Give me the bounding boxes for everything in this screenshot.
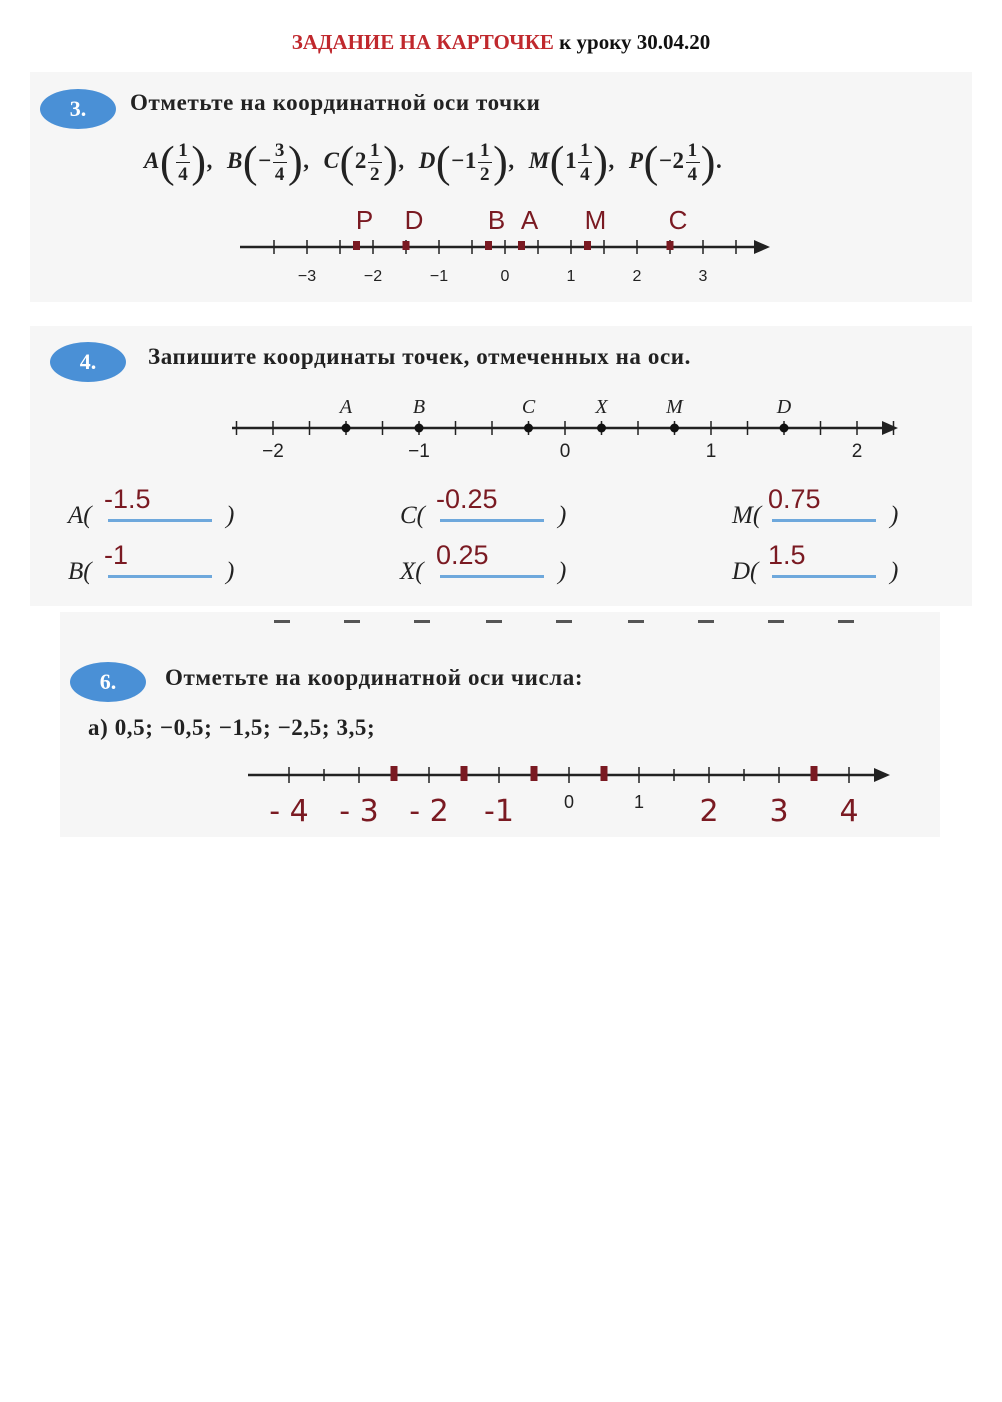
task4-answer-x — [400, 540, 590, 596]
point-fraction — [578, 141, 592, 184]
task3-tick-label: −1 — [429, 268, 449, 285]
task4-tick-label: −2 — [262, 441, 284, 462]
point-fraction — [273, 141, 287, 184]
answer-handwritten: 0.75 — [768, 484, 821, 514]
point-numerator: 1 — [369, 140, 381, 162]
task4-answer-b — [68, 540, 258, 596]
point-sign: − — [258, 148, 272, 173]
remnant-stroke — [486, 620, 502, 623]
remnant-stroke — [768, 620, 784, 623]
header-date: 30.04.20 — [636, 30, 711, 54]
point-letter: P — [628, 148, 644, 173]
task4-point-x — [597, 424, 606, 433]
task3-badge: 3. — [40, 89, 116, 129]
task4-point-label: D — [776, 396, 792, 418]
answer-close: ) — [890, 502, 899, 529]
answer-line — [108, 519, 212, 522]
point-letter: A — [144, 148, 160, 173]
page-header — [0, 30, 1002, 55]
task4-answer-c — [400, 484, 590, 540]
cut-off-axis-remnant — [262, 616, 862, 630]
answer-handwritten: 1.5 — [768, 540, 806, 570]
task4-point-label: M — [666, 396, 683, 418]
task6-handwritten-label: - 3 — [339, 794, 379, 829]
point-denominator: 4 — [580, 164, 591, 186]
task3-point-m: M(1 $\frac{1}{4}$ ), — [528, 137, 615, 187]
task4-point-c — [524, 424, 533, 433]
task4-point-label: A — [339, 396, 353, 418]
point-whole: 2 — [672, 148, 685, 173]
task4-tick-label: −1 — [408, 441, 430, 462]
answer-handwritten: -0.25 — [436, 484, 498, 514]
task6-handwritten-label: 3 — [769, 794, 789, 829]
task6-axis-arrow — [874, 768, 890, 782]
point-letter: M — [528, 148, 550, 173]
task3-mark-label: M — [584, 205, 607, 235]
point-letter: C — [323, 148, 340, 173]
task3-mark-c — [667, 241, 674, 250]
task3-mark-d — [403, 241, 410, 250]
task4-point-b — [415, 424, 424, 433]
answer-close: ) — [226, 502, 235, 529]
answer-label: M( — [732, 502, 762, 529]
point-letter: D — [418, 148, 436, 173]
task6-mark — [811, 766, 818, 781]
task3-point-c: C(2 $\frac{1}{2}$ ), — [323, 137, 405, 187]
task3-tick-label: 1 — [566, 268, 576, 285]
task6-mark — [391, 766, 398, 781]
remnant-stroke — [344, 620, 360, 623]
point-numerator: 1 — [687, 140, 698, 162]
task4-text: Запишите координаты точек, отмеченных на оси. — [148, 344, 691, 369]
point-denominator: 4 — [687, 164, 698, 186]
task6-printed-label: 1 — [633, 792, 645, 812]
task3-mark-m — [584, 241, 591, 250]
point-denominator: 2 — [480, 164, 491, 186]
remnant-stroke — [556, 620, 572, 623]
task4-axis — [222, 388, 912, 468]
task3-axis-arrow — [754, 240, 770, 254]
answer-close: ) — [558, 558, 567, 585]
answer-close: ) — [226, 558, 235, 585]
point-numerator: 1 — [178, 140, 189, 162]
task6-mark — [601, 766, 608, 781]
task3-text: Отметьте на координатной оси точки — [130, 90, 541, 115]
task4-point-m — [670, 424, 679, 433]
task3-tick-label: −2 — [363, 268, 383, 285]
task4-point-label: B — [412, 396, 426, 418]
task6-printed-label: 0 — [563, 792, 575, 812]
task3-tick-label: 3 — [698, 268, 708, 285]
task4-tick-label: 1 — [705, 441, 717, 462]
answer-close: ) — [558, 502, 567, 529]
task4-point-label: X — [595, 396, 608, 418]
point-denominator: 4 — [178, 164, 189, 186]
task3-mark-label: B — [487, 205, 506, 235]
task3-tick-label: −3 — [297, 268, 317, 285]
answer-handwritten: 0.25 — [436, 540, 489, 570]
remnant-stroke — [698, 620, 714, 623]
task4-tick-label: 2 — [851, 441, 863, 462]
point-denominator: 2 — [369, 164, 381, 186]
point-fraction — [368, 141, 382, 184]
task4-point-a — [342, 424, 351, 433]
task3-point-b: B(− $\frac{3}{4}$ ), — [226, 137, 310, 187]
task6-badge: 6. — [70, 662, 146, 702]
answer-line — [772, 575, 876, 578]
task4-badge: 4. — [50, 342, 126, 382]
answer-label: B( — [68, 558, 92, 585]
task3-text-block — [130, 74, 970, 190]
task4-axis-arrow — [882, 421, 898, 435]
task6-handwritten-label: -1 — [484, 794, 514, 829]
point-numerator: 3 — [274, 140, 285, 162]
point-sign: − — [451, 148, 465, 173]
point-denominator: 4 — [274, 164, 285, 186]
task3-tick-label: 0 — [500, 268, 510, 285]
task6-text: Отметьте на координатной оси числа: — [165, 665, 584, 690]
task6-handwritten-label: 4 — [839, 794, 859, 829]
task4-answer-d — [732, 540, 922, 596]
task6-handwritten-label: - 2 — [409, 794, 449, 829]
task3-mark-label: P — [355, 205, 374, 235]
point-letter: B — [226, 148, 243, 173]
answer-label: D( — [732, 558, 759, 585]
task6-mark — [461, 766, 468, 781]
point-sign: − — [658, 148, 673, 173]
task3-point-d: D(−1 $\frac{1}{2}$ ), — [418, 137, 515, 187]
task6-subtask: а) 0,5; −0,5; −1,5; −2,5; 3,5; — [88, 715, 376, 740]
task6-axis — [240, 755, 900, 835]
task4-answer-m — [732, 484, 922, 540]
answer-line — [772, 519, 876, 522]
task3-mark-label: A — [520, 205, 539, 235]
remnant-stroke — [838, 620, 854, 623]
task3-tick-label: 2 — [632, 268, 642, 285]
task4-point-d — [780, 424, 789, 433]
answer-label: C( — [400, 502, 425, 529]
answer-label: A( — [68, 502, 92, 529]
header-subtitle: к уроку — [553, 30, 637, 54]
task3-mark-label: D — [404, 205, 424, 235]
task6-handwritten-label: - 4 — [269, 794, 309, 829]
answer-close: ) — [890, 558, 899, 585]
remnant-stroke — [274, 620, 290, 623]
point-numerator: 1 — [580, 140, 591, 162]
remnant-stroke — [414, 620, 430, 623]
header-title: ЗАДАНИЕ НА КАРТОЧКЕ — [291, 30, 554, 54]
task3-mark-label: C — [668, 205, 688, 235]
task4-tick-label: 0 — [559, 441, 571, 462]
answer-label: X( — [400, 558, 424, 585]
answer-line — [108, 575, 212, 578]
task3-axis — [230, 195, 790, 295]
task6-handwritten-label: 2 — [699, 794, 719, 829]
task6-mark — [531, 766, 538, 781]
answer-line — [440, 575, 544, 578]
answer-handwritten: -1 — [104, 540, 129, 570]
task3-point-a: A( $\frac{1}{4}$ ), — [144, 137, 213, 187]
task3-mark-b — [485, 241, 492, 250]
point-whole: 1 — [565, 148, 578, 173]
task3-mark-p — [353, 241, 360, 250]
point-fraction — [478, 141, 492, 184]
point-whole: 2 — [354, 148, 367, 173]
point-fraction — [176, 141, 190, 184]
task4-point-label: C — [521, 396, 536, 418]
task3-point-p: P(−2 $\frac{1}{4}$ ). — [628, 137, 723, 187]
answer-line — [440, 519, 544, 522]
remnant-stroke — [628, 620, 644, 623]
point-whole: 1 — [464, 148, 477, 173]
point-fraction — [686, 141, 700, 184]
task4-answer-a — [68, 484, 258, 540]
task3-mark-a — [518, 241, 525, 250]
point-numerator: 1 — [480, 140, 491, 162]
answer-handwritten: -1.5 — [104, 484, 151, 514]
